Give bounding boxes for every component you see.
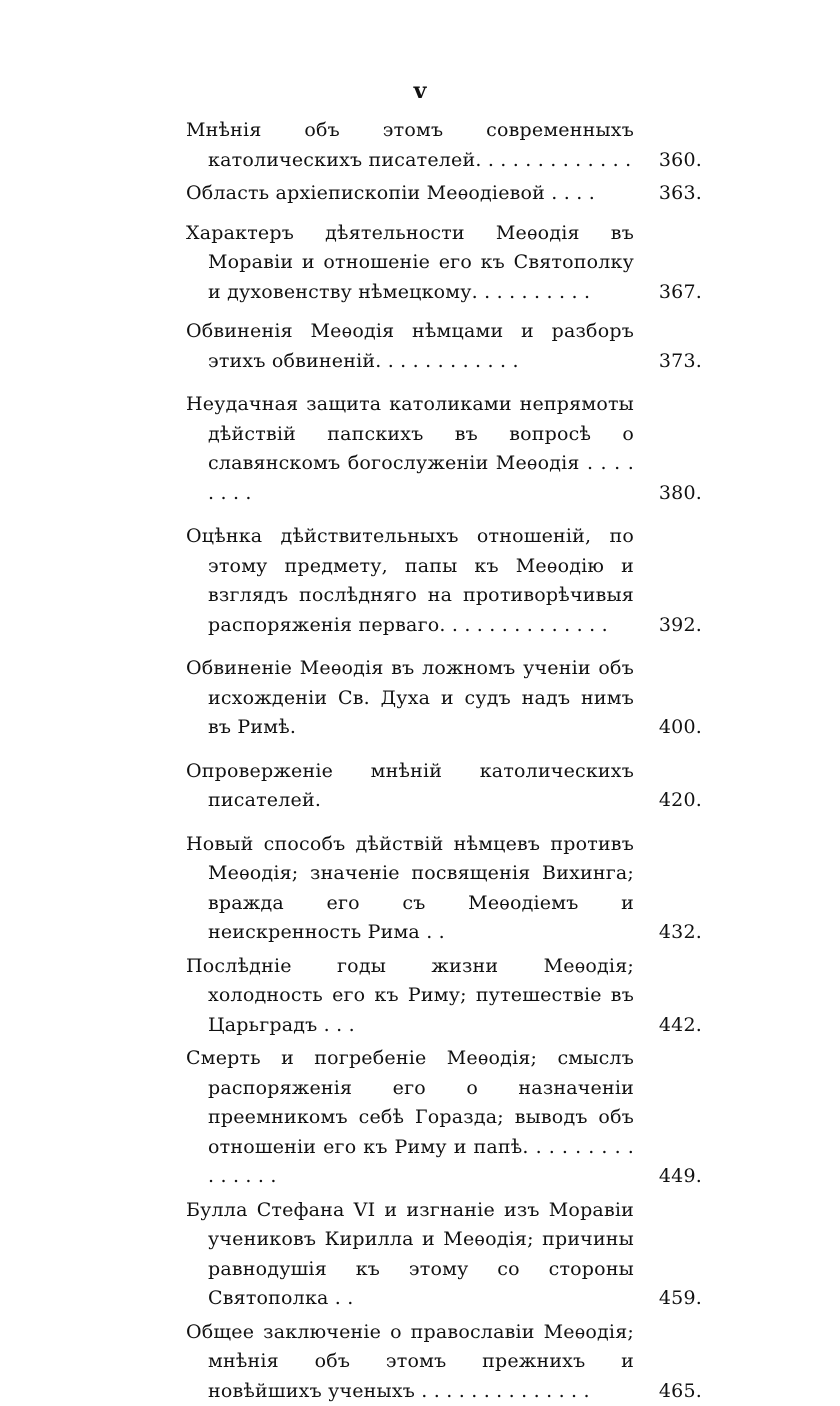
toc-entry-title: Характеръ дѣятельности Меѳодія въ Моравіи и отношеніе его къ Святополку и духовенству нѣмецкому. . . . . . . . . . [186,219,634,308]
toc-entry [186,390,702,508]
toc-entry [186,179,702,209]
toc-entry [186,116,702,175]
page-number: v [0,78,840,104]
toc-entry-page: 442. [634,1011,702,1041]
toc-entry-page: 459. [634,1284,702,1314]
table-of-contents [186,116,702,1406]
toc-entry-title: Неудачная защита католиками непрямоты дѣйствій папскихъ въ вопросѣ о славянскомъ богослуженіи Меѳодія . . . . . . . . [186,390,634,508]
toc-entry [186,219,702,308]
toc-entry-page: 367. [634,278,702,308]
toc-entry [186,757,702,816]
toc-entry-page: 392. [634,611,702,641]
toc-entry-title: Общее заключеніе о православіи Меѳодія; мнѣнія объ этомъ прежнихъ и новѣйшихъ ученыхъ . . . . . . . . . . . . . . [186,1318,634,1406]
toc-entry [186,522,702,640]
toc-entry [186,830,702,948]
toc-entry-title: Мнѣнія объ этомъ современныхъ католическихъ писателей. . . . . . . . . . . . . [186,116,634,175]
toc-entry [186,1318,702,1406]
toc-entry [186,654,702,743]
toc-entry-page: 363. [634,179,702,209]
toc-entry-page: 449. [634,1162,702,1192]
toc-entry-title: Смерть и погребеніе Меѳодія; смыслъ распоряженія его о назначеніи преемникомъ себѣ Горазда; выводъ объ отношеніи его къ Риму и папѣ. . . . . . . . . . . . . . . [186,1044,634,1192]
toc-entry-title: Послѣдніе годы жизни Меѳодія; холодность его къ Риму; путешествіе въ Царьградъ . . . [186,952,634,1041]
toc-entry-title: Область архіепископіи Меѳодіевой . . . . [186,179,634,209]
toc-entry-page: 432. [634,918,702,948]
toc-entry [186,317,702,376]
toc-entry-page: 400. [634,713,702,743]
toc-entry-title: Обвиненія Меѳодія нѣмцами и разборъ этихъ обвиненій. . . . . . . . . . . . [186,317,634,376]
toc-entry-title: Новый способъ дѣйствій нѣмцевъ противъ Меѳодія; значеніе посвященія Вихинга; вражда его съ Меѳодіемъ и неискренность Рима . . [186,830,634,948]
toc-entry [186,1196,702,1314]
toc-entry-page: 420. [634,786,702,816]
toc-entry-page: 465. [634,1377,702,1406]
toc-entry-title: Опроверженіе мнѣній католическихъ писателей. [186,757,634,816]
toc-entry-page: 380. [634,479,702,509]
toc-entry [186,1044,702,1192]
toc-entry-title: Оцѣнка дѣйствительныхъ отношеній, по этому предмету, папы къ Меѳодію и взглядъ послѣдняго на противорѣчивыя распоряженія перваго. . . . . . . . . . . . . . [186,522,634,640]
toc-entry-title: Булла Стефана VI и изгнаніе изъ Моравіи учениковъ Кирилла и Меѳодія; причины равнодушія къ этому со стороны Святополка . . [186,1196,634,1314]
toc-entry-page: 360. [634,146,702,176]
toc-entry-page: 373. [634,347,702,377]
toc-entry [186,952,702,1041]
toc-entry-title: Обвиненіе Меѳодія въ ложномъ ученіи объ исхожденіи Св. Духа и судъ надъ нимъ въ Римѣ. [186,654,634,743]
